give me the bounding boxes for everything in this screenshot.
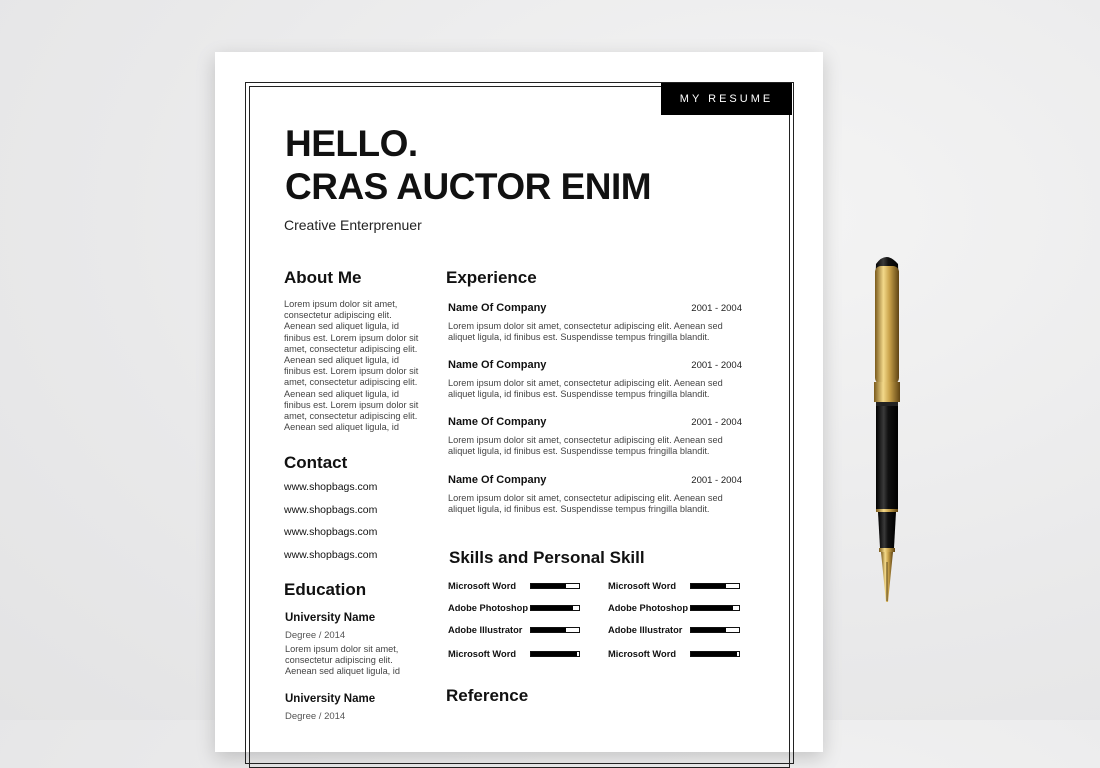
job-title: Creative Enterprenuer [284, 217, 422, 233]
resume-tag: MY RESUME [661, 83, 792, 115]
skill-name: Adobe Illustrator [448, 625, 523, 635]
skill-level-bar [690, 583, 740, 589]
skill-row [608, 581, 768, 591]
person-name: CRAS AUCTOR ENIM [285, 166, 652, 207]
company-name: Name Of Company [448, 359, 547, 371]
skill-level-fill [691, 584, 726, 588]
skill-level-fill [531, 606, 573, 610]
skill-level-fill [691, 628, 726, 632]
skill-level-bar [530, 605, 580, 611]
contact-link[interactable]: www.shopbags.com [284, 481, 378, 493]
resume-paper [215, 52, 823, 752]
skill-level-fill [531, 584, 566, 588]
skill-level-bar [690, 651, 740, 657]
skill-name: Adobe Photoshop [608, 603, 689, 613]
skill-name: Adobe Illustrator [608, 625, 683, 635]
years: 2001 - 2004 [691, 303, 742, 314]
company-name: Name Of Company [448, 416, 547, 428]
years: 2001 - 2004 [691, 417, 742, 428]
contact-list [284, 481, 377, 571]
skill-level-fill [691, 652, 737, 656]
resume-title [285, 122, 651, 208]
about-heading: About Me [284, 268, 362, 287]
experience-heading: Experience [446, 268, 537, 287]
education-heading: Education [284, 580, 367, 599]
contact-link[interactable]: www.shopbags.com [284, 503, 378, 516]
skill-row [448, 603, 608, 613]
experience-text: Lorem ipsum dolor sit amet, consectetur adipiscing elit. Aenean sed aliquet ligula, id finibus est. Suspendisse tempus fringilla blandit. [448, 435, 723, 457]
contact-heading: Contact [284, 453, 348, 472]
skill-level-fill [531, 652, 577, 656]
skill-name: Microsoft Word [608, 649, 677, 659]
skill-row [608, 649, 768, 659]
contact-link[interactable]: www.shopbags.com [284, 548, 378, 561]
about-text: Lorem ipsum dolor sit amet, consectetur adipiscing elit. Aenean sed aliquet ligula, id finibus est. Lorem ipsum dolor sit amet, consectetur adipiscing elit. Aenean sed aliquet ligula, id finibus est. Lorem ipsum dolor sit amet, consectetur adipiscing elit. Aenean sed aliquet ligula, id finibus est. Lorem ipsum dolor sit amet, consectetur adipiscing elit. Aenean sed aliquet ligula, id [284, 299, 419, 433]
experience-text: Lorem ipsum dolor sit amet, consectetur adipiscing elit. Aenean sed aliquet ligula, id finibus est. Suspendisse tempus fringilla blandit. [448, 321, 723, 343]
skill-level-bar [530, 583, 580, 589]
skill-level-bar [530, 627, 580, 633]
experience-text: Lorem ipsum dolor sit amet, consectetur adipiscing elit. Aenean sed aliquet ligula, id finibus est. Suspendisse tempus fringilla blandit. [448, 493, 723, 515]
years: 2001 - 2004 [691, 475, 742, 486]
skill-row [608, 625, 768, 635]
skill-row [448, 649, 608, 659]
education-item [285, 612, 425, 678]
company-name: Name Of Company [448, 302, 547, 314]
experience-item [448, 359, 742, 400]
skill-name: Microsoft Word [608, 581, 677, 591]
skill-row [448, 581, 608, 591]
greeting: HELLO. [285, 123, 418, 164]
university-name: University Name [285, 693, 376, 705]
fountain-pen-icon [862, 252, 914, 632]
experience-item [448, 416, 742, 457]
years: 2001 - 2004 [691, 360, 742, 371]
skill-level-bar [530, 651, 580, 657]
skill-name: Microsoft Word [448, 649, 517, 659]
contact-link[interactable]: www.shopbags.com [284, 526, 378, 538]
experience-item [448, 474, 742, 515]
university-name: University Name [285, 612, 376, 624]
skill-row [448, 625, 608, 635]
degree: Degree / 2014 [285, 711, 346, 722]
reference-heading: Reference [446, 686, 529, 705]
company-name: Name Of Company [448, 474, 547, 486]
skill-level-bar [690, 605, 740, 611]
degree: Degree / 2014 [285, 630, 346, 641]
education-text: Lorem ipsum dolor sit amet, consectetur adipiscing elit. Aenean sed aliquet ligula, id [285, 644, 400, 677]
skill-level-fill [691, 606, 733, 610]
skill-name: Microsoft Word [448, 581, 517, 591]
skill-level-bar [690, 627, 740, 633]
skills-heading: Skills and Personal Skill [449, 548, 645, 567]
skill-row [608, 603, 768, 613]
skill-level-fill [531, 628, 566, 632]
experience-item [448, 302, 742, 343]
skill-name: Adobe Photoshop [448, 603, 529, 613]
education-item [285, 693, 425, 722]
experience-text: Lorem ipsum dolor sit amet, consectetur adipiscing elit. Aenean sed aliquet ligula, id finibus est. Suspendisse tempus fringilla blandit. [448, 378, 723, 400]
